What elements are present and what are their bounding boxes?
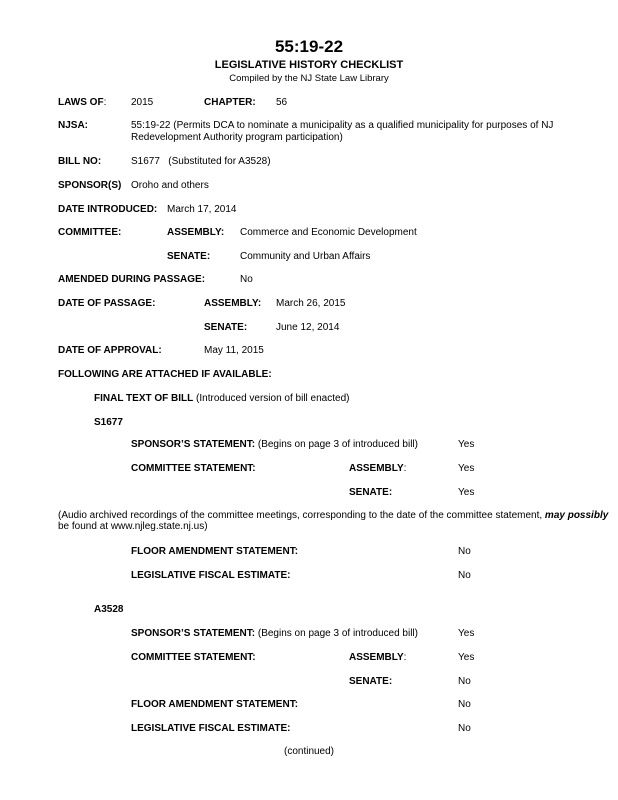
sponsors-label: SPONSOR(S): [58, 180, 122, 191]
page-title: 55:19-22: [274, 37, 344, 56]
a3528-sponsor-statement-value: Yes: [458, 628, 475, 639]
a3528-senate-value: No: [458, 676, 471, 687]
a3528-sponsor-statement: SPONSOR’S STATEMENT: (Begins on page 3 of introduced bill): [131, 628, 418, 639]
page-subtitle: LEGISLATIVE HISTORY CHECKLIST: [214, 59, 404, 71]
s1677-sponsor-statement-value: Yes: [458, 439, 475, 450]
final-text-line: FINAL TEXT OF BILL (Introduced version of bill enacted): [94, 393, 350, 404]
s1677-committee-statement-label: COMMITTEE STATEMENT:: [131, 463, 256, 474]
attached-heading: FOLLOWING ARE ATTACHED IF AVAILABLE:: [58, 369, 272, 380]
bill-no-label: BILL NO:: [58, 156, 102, 167]
a3528-heading: A3528: [94, 604, 124, 615]
a3528-floor-amendment-value: No: [458, 699, 471, 710]
compiled-by: Compiled by the NJ State Law Library: [229, 73, 389, 84]
a3528-floor-amendment-label: FLOOR AMENDMENT STATEMENT:: [131, 699, 299, 710]
amended-label: AMENDED DURING PASSAGE:: [58, 274, 206, 285]
s1677-floor-amendment-value: No: [458, 546, 471, 557]
njsa-line-1: 55:19-22 (Permits DCA to nominate a municipality as a qualified municipality for purposes of NJ: [131, 120, 554, 131]
s1677-assembly-value: Yes: [458, 463, 475, 474]
passage-senate-value: June 12, 2014: [276, 322, 340, 333]
a3528-fiscal-estimate-label: LEGISLATIVE FISCAL ESTIMATE:: [131, 723, 291, 734]
njsa-label: NJSA:: [58, 120, 89, 131]
s1677-senate-value: Yes: [458, 487, 475, 498]
chapter-label: CHAPTER:: [204, 97, 256, 108]
laws-of-value: 2015: [131, 97, 154, 108]
committee-label: COMMITTEE:: [58, 227, 122, 238]
a3528-fiscal-estimate-value: No: [458, 723, 471, 734]
committee-senate-label: SENATE:: [167, 251, 211, 262]
date-introduced-label: DATE INTRODUCED:: [58, 204, 158, 215]
passage-assembly-value: March 26, 2015: [276, 298, 346, 309]
s1677-floor-amendment-label: FLOOR AMENDMENT STATEMENT:: [131, 546, 299, 557]
audio-note-line-1: (Audio archived recordings of the committee meetings, corresponding to the date of the committee statement, may possibly: [58, 510, 609, 521]
date-introduced-value: March 17, 2014: [167, 204, 237, 215]
committee-assembly-value: Commerce and Economic Development: [240, 227, 417, 238]
date-of-passage-label: DATE OF PASSAGE:: [58, 298, 156, 309]
njsa-line-2: Redevelopment Authority program participation): [131, 132, 343, 143]
s1677-assembly-label: ASSEMBLY:: [349, 463, 407, 474]
s1677-senate-label: SENATE:: [349, 487, 393, 498]
laws-of-label: LAWS OF:: [58, 97, 107, 108]
a3528-assembly-value: Yes: [458, 652, 475, 663]
passage-senate-label: SENATE:: [204, 322, 248, 333]
s1677-fiscal-estimate-value: No: [458, 570, 471, 581]
s1677-sponsor-statement: SPONSOR’S STATEMENT: (Begins on page 3 of introduced bill): [131, 439, 418, 450]
audio-note-line-2: be found at www.njleg.state.nj.us): [58, 521, 208, 532]
bill-no-value: S1677 (Substituted for A3528): [131, 156, 271, 167]
amended-value: No: [240, 274, 253, 285]
committee-assembly-label: ASSEMBLY:: [167, 227, 225, 238]
committee-senate-value: Community and Urban Affairs: [240, 251, 371, 262]
continued-note: (continued): [283, 746, 335, 757]
a3528-assembly-label: ASSEMBLY:: [349, 652, 407, 663]
passage-assembly-label: ASSEMBLY:: [204, 298, 262, 309]
a3528-committee-statement-label: COMMITTEE STATEMENT:: [131, 652, 256, 663]
date-of-approval-value: May 11, 2015: [204, 345, 264, 356]
chapter-value: 56: [276, 97, 288, 108]
date-of-approval-label: DATE OF APPROVAL:: [58, 345, 162, 356]
sponsors-value: Oroho and others: [131, 180, 209, 191]
s1677-heading: S1677: [94, 417, 123, 428]
a3528-senate-label: SENATE:: [349, 676, 393, 687]
s1677-fiscal-estimate-label: LEGISLATIVE FISCAL ESTIMATE:: [131, 570, 291, 581]
